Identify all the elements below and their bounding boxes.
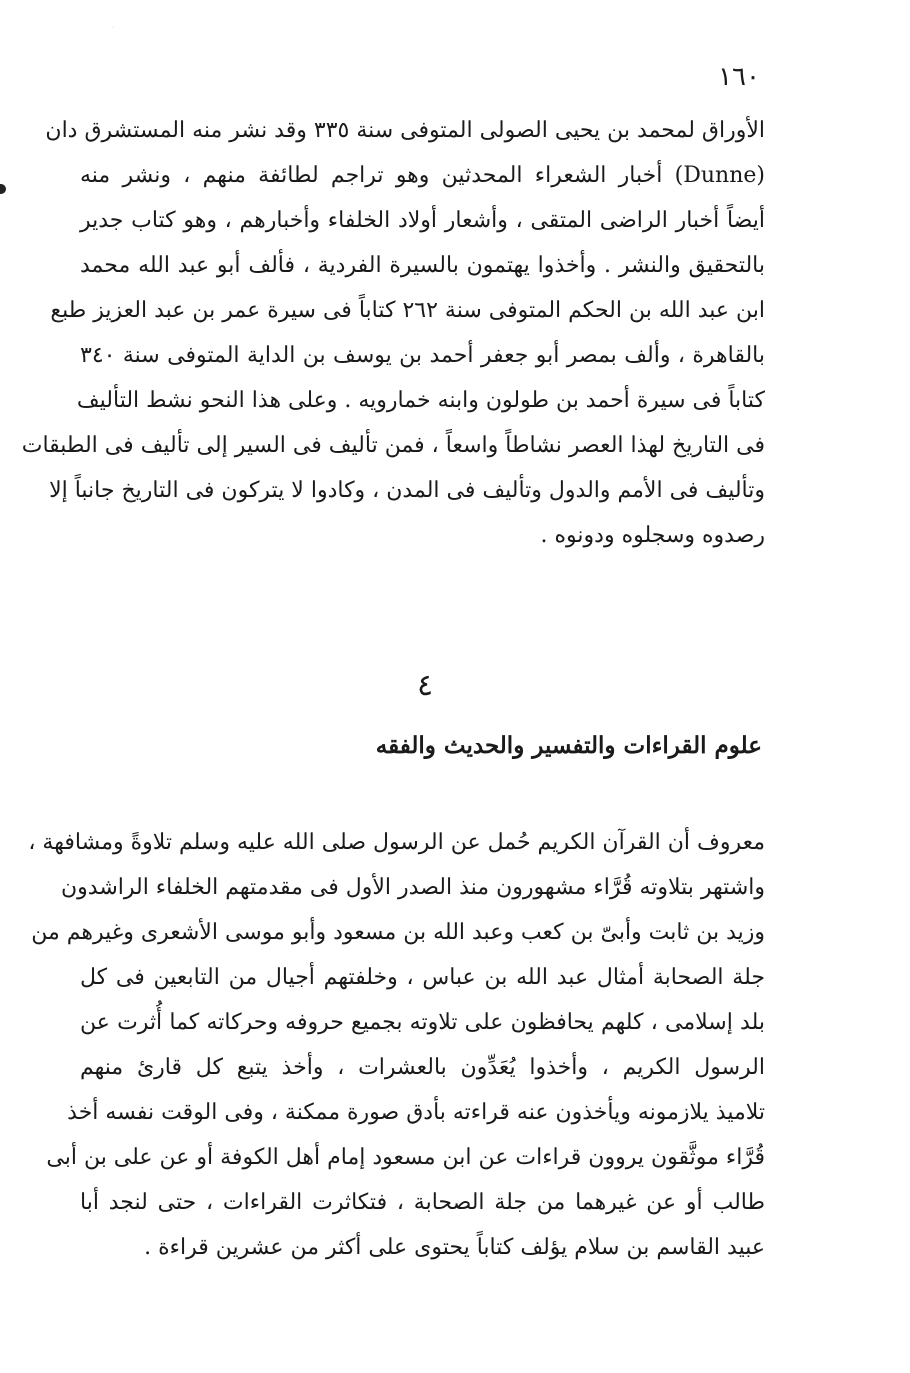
text-line: الأوراق لمحمد بن يحيى الصولى المتوفى سنة ٣٣٥ وقد نشر منه المستشرق دان (45, 118, 765, 143)
section-heading: علوم القراءات والتفسير والحديث والفقه (375, 732, 762, 759)
text-line: معروف أن القرآن الكريم حُمل عن الرسول صلى الله عليه وسلم تلاوةً ومشافهة ، (28, 830, 765, 855)
text-line: رصدوه وسجلوه ودونوه . (540, 523, 765, 548)
text-line: (Dunne) أخبار الشعراء المحدثين وهو تراجم لطائفة منهم ، ونشر منه (80, 163, 765, 188)
text-line: كتاباً فى سيرة أحمد بن طولون وابنه خمارويه . وعلى هذا النحو نشط التأليف (76, 388, 765, 413)
text-line: تلاميذ يلازمونه ويأخذون عنه قراءته بأدق صورة ممكنة ، وفى الوقت نفسه أخذ (67, 1100, 765, 1125)
scan-speck (110, 22, 118, 30)
text-line: الرسول الكريم ، وأخذوا يُعَدِّون بالعشرات ، وأخذ يتبع كل قارئ منهم (80, 1055, 765, 1080)
text-line: جلة الصحابة أمثال عبد الله بن عباس ، وخلفتهم أجيال من التابعين فى كل (80, 965, 765, 990)
text-line: طالب أو عن غيرهما من جلة الصحابة ، فتكاثرت القراءات ، حتى لنجد أبا (80, 1190, 765, 1215)
section-number: ٤ (416, 668, 434, 703)
text-line: بالتحقيق والنشر . وأخذوا يهتمون بالسيرة الفردية ، فألف أبو عبد الله محمد (80, 253, 765, 278)
text-line: وتأليف فى الأمم والدول وتأليف فى المدن ، وكادوا لا يتركون فى التاريخ جانباً إلا (49, 478, 765, 503)
scan-edge-mark (0, 184, 6, 194)
text-line: عبيد القاسم بن سلام يؤلف كتاباً يحتوى على أكثر من عشرين قراءة . (144, 1235, 765, 1260)
paragraph-quran-readings (28, 820, 765, 1270)
text-line: واشتهر بتلاوته قُرَّاء مشهورون منذ الصدر الأول فى مقدمتهم الخلفاء الراشدون (60, 875, 765, 900)
text-line: بلد إسلامى ، كلهم يحافظون على تلاوته بجميع حروفه وحركاته كما أُثرت عن (80, 1010, 765, 1035)
text-line: بالقاهرة ، وألف بمصر أبو جعفر أحمد بن يوسف بن الداية المتوفى سنة ٣٤٠ (80, 343, 765, 368)
text-line: فى التاريخ لهذا العصر نشاطاً واسعاً ، فمن تأليف فى السير إلى تأليف فى الطبقات (21, 433, 765, 458)
page-number: ١٦٠ (718, 62, 760, 92)
text-line: ابن عبد الله بن الحكم المتوفى سنة ٢٦٢ كتاباً فى سيرة عمر بن عبد العزيز طبع (50, 298, 765, 323)
text-line: قُرَّاء موثَّقون يروون قراءات عن ابن مسعود إمام أهل الكوفة أو عن على بن أبى (46, 1145, 765, 1170)
text-line: وزيد بن ثابت وأبىّ بن كعب وعبد الله بن مسعود وأبو موسى الأشعرى وغيرهم من (31, 920, 765, 945)
text-line: أيضاً أخبار الراضى المتقى ، وأشعار أولاد الخلفاء وأخبارهم ، وهو كتاب جدير (80, 208, 765, 233)
paragraph-history (21, 108, 765, 558)
